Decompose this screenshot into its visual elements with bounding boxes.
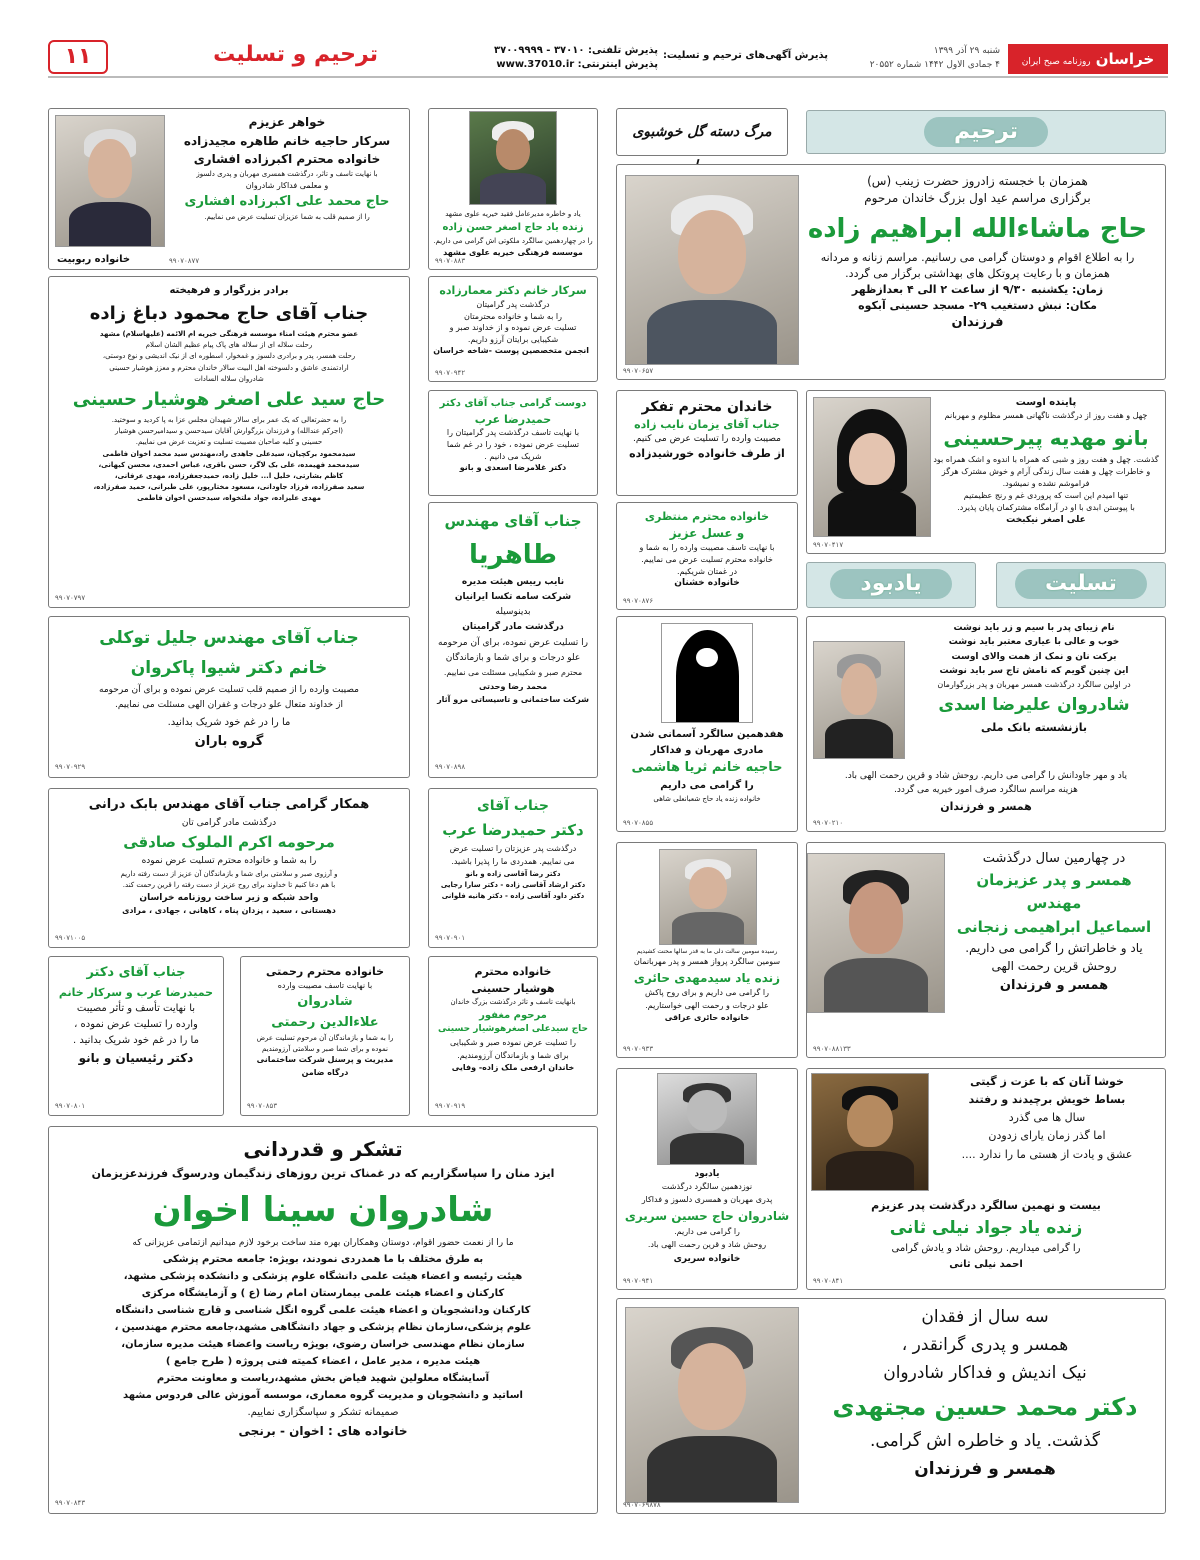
tasliat-banner: تسلیت xyxy=(996,562,1166,608)
brand-name: خراسان xyxy=(1095,50,1155,68)
deceased-name: شادروان حاج حسین سریری xyxy=(624,1208,790,1223)
portrait-photo xyxy=(807,853,945,1013)
deceased-name: حاج سید علی اصغر هوشیار حسینی xyxy=(72,388,386,410)
ad-zanjani: در چهارمین سال درگذشت همسر و پدر عزیزمان مهندس اسماعیل ابراهیمی زنجانی یاد و خاطراتش را گرامی می داریم. روحش قرین رحمت الهی همسر و فرزندان ۹۹۰۷۰۸۸۱۳۳ xyxy=(806,842,1166,1058)
phone-label: پذیرش تلفنی: ۳۷۰۱۰ - ۳۷۰۰۹۹۹۹ xyxy=(494,45,658,56)
page-header xyxy=(48,40,1168,78)
brand-sub: روزنامه صبح ایران xyxy=(1021,57,1091,67)
ads-contacts xyxy=(494,44,658,72)
deceased-name: زنده یاد سیدمهدی حائری xyxy=(633,970,781,985)
ad-nilisani: خوشا آنان که با عزت ز گیتی بساط خویش برچیدند و رفتند سال ها می گذرد اما گذر زمان یارای زدودن عشق و یادت از هستی ما را ندارد .... بیست و نهمین سالگرد درگذشت پدر عزیزم زنده یاد جواد نیلی ثانی را گرامی میداریم. روحش شاد و یادش گرامی احمد نیلی ثانی ۹۹۰۷۰۸۴۱ xyxy=(806,1068,1166,1290)
tarhim-banner: ترحیم xyxy=(806,110,1166,154)
ad-arab-khanom: جناب آقای دکتر حمیدرضا عرب و سرکار خانم با نهایت تأسف و تأثر مصیبت وارده را تسلیت عرض نموده ، ما را در غم خود شریک بدانید . دکتر رئیسیان و بانو ۹۹۰۷۰۸۰۱ xyxy=(48,956,224,1116)
ad-mojtahedi: سه سال از فقدان همسر و پدری گرانقدر ، نیک اندیش و فداکار شادروان دکتر محمد حسین مجتهدی گذشت. یاد و خاطره اش گرامی. همسر و فرزندان ۹۹۰۷۰۶۹۸۷۸ xyxy=(616,1298,1166,1514)
deceased-name: حاج محمد علی اکبرزاده افشاری xyxy=(184,194,390,210)
ad-sariri: یادبود نوزدهمین سالگرد درگذشت پدری مهربان و همسری دلسوز و فداکار شادروان حاج حسین سریری را گرامی می داریم. روحش شاد و قرین رحمت الهی باد. خانواده سریری ۹۹۰۷۰۹۴۱ xyxy=(616,1068,798,1290)
ad-taheriya: جناب آقای مهندس طاهریا نایب رییس هیئت مدیره شرکت سامه تکسا ایرانیان بدینوسیله درگذشت مادر گرامیتان را تسلیت عرض نموده، برای آن مرحومه علو درجات و برای شما و بازماندگان محترم صبر و شکیبایی مسئلت می نماییم. محمد رضا وحدتی شرکت ساختمانی و تاسیساتی مرو آثار ۹۹۰۷۰۸۹۸ xyxy=(428,502,598,778)
portrait-photo xyxy=(661,623,753,723)
deceased-name: شادروان سینا اخوان xyxy=(152,1189,494,1230)
ad-montazeri: خانواده محترم منتظری و عسل عزیز با نهایت تاسف مصیبت وارده را به شما و خانواده محترم تسلیت عرض می نماییم. در غمتان شریکیم. خانواده خشنان ۹۹۰۷۰۸۷۶ xyxy=(616,502,798,610)
portrait-photo xyxy=(625,175,799,365)
ad-sadeghi: همکار گرامی جناب آقای مهندس بابک درانی درگذشت مادر گرامی تان مرحومه اکرم الملوک صادقی را به شما و خانواده محترم تسلیت عرض نموده و آرزوی صبر و سلامتی برای شما و بازماندگان آن عزیز از دست رفته داریم با هم دعا کنیم تا خداوند برای روح عزیز از دست رفته را قرین رحمت کند. واحد شبکه و زیر ساخت روزنامه خراسان دهستانی ، سعید ، یزدان پناه ، کاهانی ، جهادی ، مرادی ۹۹۰۷۱۰۰۵ xyxy=(48,788,410,948)
section-title: ترحیم و تسلیت xyxy=(213,42,378,67)
deceased-name: زنده یاد جواد نیلی ثانی xyxy=(889,1217,1083,1238)
ad-haeri: رسیده سومین سالت دلی ما به قدر سالها محنت کشیدیم سومین سالگرد پرواز همسر و پدر مهربانمان زنده یاد سیدمهدی حائری را گرامی می داریم و برای روح پاکش علو درجات و رحمت الهی خواستاریم. خانواده حائری عراقی ۹۹۰۷۰۹۳۳ xyxy=(616,842,798,1058)
ad-hashemi: هفدهمین سالگرد آسمانی شدن مادری مهربان و فداکار حاجیه خانم ثریا هاشمی را گرامی می داریم خانواده زنده یاد حاج شعبانعلی شاهی ۹۹۰۷۰۸۵۵ xyxy=(616,616,798,832)
ad-dabbagh: برادر بزرگوار و فرهیخته جناب آقای حاج محمود دباغ زاده عضو محترم هیئت امناء موسسه فرهنگی خیریه ام الائمه (علیهاسلام) مشهد رحلت سلاله ای از سلاله های پاک پیام عظیم الشان اسلام رحلت همسر، پدر و برادری دلسوز و غمخوار، اسطوره ای از نیک اندیشی و نوع دوستی، ارادتمندی عاشق و دلسوخته اهل البیت سالار خاندان محترم و معزز هوشیار حسینی شادروان سلاله السادات حاج سید علی اصغر هوشیار حسینی را به حضرتعالی که یک عمر برای سالار شهیدان مجلس عزا به پا کردید و سوختید. (اجرکم عندالله) و فرزندان بزرگوارش آقایان سیدحسن و سیدامیرحسن هوشیار حسینی و کلیه صاحبان مصیبت تسلیت و تعزیت عرض می نماییم. سیدمحمود برکچیان، سیدعلی جاهدی راد،مهندس سید محمد اخوان فاطمی سیدمحمد فهیمده، علی بک لاگر، حسن باقری، عباس احمدی، محسن کیهانی، کاظم بشارتی، خلیل ا... خلیل زاده، حمیدجعفرزاده، مهدی عرفانی، سعید صفرزاده، فرزاد جاودانی، مسعود مختارپور، علی طبرانی، حمید صفرزاده، مهدی علیزاده، جواد ملتخواه، سیدحسن اخوان فاطمی ۹۹۰۷۰۷۹۷ xyxy=(48,276,410,608)
portrait-photo xyxy=(55,115,165,247)
ad-tavakoli: جناب آقای مهندس جلیل توکلی خانم دکتر شیوا پاکروان مصیبت وارده را از صمیم قلب تسلیت عرض نموده و برای آن مرحومه از خداوند متعال علو درجات و غفران الهی مسئلت می نماییم. ما را در غم خود شریک بدانید. گروه باران ۹۹۰۷۰۹۲۹ xyxy=(48,616,410,778)
portrait-photo xyxy=(811,1073,929,1191)
ad-memarzadeh: سرکار خانم دکتر معمارزاده درگذشت پدر گرامیتان را به شما و خانواده محترمتان تسلیت عرض نموده و از خداوند صبر و شکیبایی برایتان آرزو داریم. انجمن متخصصین پوست -شاخه خراسان ۹۹۰۷۰۹۴۲ xyxy=(428,276,598,382)
ad-alavi: یاد و خاطره مدیرعامل فقید خیریه علوی مشهد زنده یاد حاج اصغر حسن زاده را در چهاردهمین سالگرد ملکوتی اش گرامی می داریم. موسسه فرهنگی خیریه علوی مشهد ۹۹۰۷۰۸۸۳ xyxy=(428,108,598,270)
deceased-name: مرحومه اکرم الملوک صادقی xyxy=(123,833,335,852)
brand-block xyxy=(1008,44,1168,74)
ad-afshari: خواهر عزیزم سرکار حاجیه خانم طاهره مجیدزاده خانواده محترم اکبرزاده افشاری با نهایت تاسف و تاثر، درگذشت همسری مهربان و پدری دلسوز و معلمی فداکار شادروان حاج محمد علی اکبرزاده افشاری را از صمیم قلب به شما عزیزان تسلیت عرض می نماییم. خانواده ربوبیت ۹۹۰۷۰۸۷۷ xyxy=(48,108,410,270)
deceased-name: حاجیه خانم ثریا هاشمی xyxy=(631,760,783,775)
issue-date: شنبه ۲۹ آذر ۱۳۹۹ ۴ جمادی الاول ۱۴۴۲ شماره ۲۰۵۵۲ xyxy=(869,46,1000,70)
portrait-photo xyxy=(813,641,905,759)
ads-label: پذیرش آگهی‌های ترحیم و تسلیت: xyxy=(662,50,828,61)
ad-asadi: نام زیبای پدر با سیم و زر باید نوشت خوب و عالی با عیاری معتبر باید نوشت برکت نان و نمک از همت والای اوست این چنین گویم که نامش تاج سر باید نوشت در اولین سالگرد درگذشت همسر مهربان و پدر بزرگوارمان شادروان علیرضا اسدی بازنشسته بانک ملی یاد و مهر جاودانش را گرامی می داریم. روحش شاد و قرین رحمت الهی باد. هزینه مراسم سالگرد صرف امور خیریه می گردد. همسر و فرزندان ۹۹۰۷۰۲۱۰ xyxy=(806,616,1166,832)
portrait-photo xyxy=(657,1073,757,1165)
yadbood-banner: یادبود xyxy=(806,562,976,608)
ad-akhavan: تشکر و قدردانی ایزد منان را سپاسگزاریم که در غمناک ترین روزهای زندگیمان ودرسوگ فرزندعزیزمان شادروان سینا اخوان ما را از نعمت حضور اقوام، دوستان وهمکاران بهره مند ساخت برخود لازم میدانیم ازتمامی عزیزانی که به طرق مختلف با ما همدردی نمودند، بویژه: جامعه محترم پزشکی هیئت رئیسه و اعضاء هیئت علمی دانشگاه علوم پزشکی و دانشکده پزشکی مشهد، کارکنان و اعضاء هیئت علمی بیمارستان امام رضا (ع ) و آزمایشگاه مرکزی کارکنان ودانشجویان و اعضاء هیئت علمی گروه انگل شناسی و قارچ شناسی دانشگاه علوم پزشکی،سازمان نظام پزشکی و جهاد دانشگاهی مشهد،جامعه محترم مهندسین ، سازمان نظام مهندسی خراسان رضوی، بویژه ریاست واعضاء هیئت مدیره سازمان، هیئت مدیره ، مدیر عامل ، اعضاء کمیته فنی پروژه ( طرح جامع ) آسایشگاه معلولین شهید فیاض بخش مشهد،ریاست و معاونت محترم اساتید و دانشجویان و مدیریت گروه معماری، موسسه آموزش عالی فردوس مشهد صمیمانه تشکر و سپاسگزاری نماییم. خانواده های : اخوان - برنجی ۹۹۰۷۰۸۴۳ xyxy=(48,1126,598,1514)
deceased-name: شادروان علیرضا اسدی xyxy=(938,695,1130,716)
deceased-name: اسماعیل ابراهیمی زنجانی xyxy=(956,917,1152,936)
ad-hosseini-hooshyar: خانواده محترم هوشیار حسینی بانهایت تاسف و تاثر درگذشت بزرگ خاندان مرحوم مغفور حاج سیدعلی اصغرهوشیار حسینی را تسلیت عرض نموده صبر و شکیبایی برای شما و بازماندگان آرزومندیم. خاندان ارفعی ملک زاده- وفایی ۹۹۰۷۰۹۱۹ xyxy=(428,956,598,1116)
deceased-name: زنده یاد حاج اصغر حسن زاده xyxy=(442,222,584,234)
ad-pirhosseini: پاینده اوست چهل و هفت روز از درگذشت ناگهانی همسر مظلوم و مهربانم بانو مهدیه پیرحسینی گذشت. چهل و هفت روز و شبی که همراه با اندوه و اشک همراه بود و خاطرات چهل و هفت سال زندگی آرام و خوش مشترک هرگز فراموشم نشده و نمیشود. تنها امیدم این است که پروردی غم و رنج عظیمتیم با پیوستن ابدی با او در آرامگاه مشترکمان پایان پذیرد. علی اصغر نیکبخت ۹۹۰۷۰۴۱۷ xyxy=(806,390,1166,554)
portrait-photo xyxy=(659,849,757,945)
deceased-name: حاج ماشاءالله ابراهیم زاده xyxy=(807,213,1148,244)
ad-ebrahimzadeh: همزمان با خجسته زادروز حضرت زینب (س) برگزاری مراسم عید اول بزرگ خاندان مرحوم حاج ماشاءالله ابراهیم زاده را به اطلاع اقوام و دوستان گرامی می رسانیم. مراسم زنانه و مردانه همزمان و با رعایت پروتکل های بهداشتی برگزار می گردد. زمان: یکشنبه ۹/۳۰ از ساعت ۲ الی ۴ بعدازظهر مکان: نبش دستغیب ۲۹- مسجد حسینی آبکوه فرزندان ۹۹۰۷۰۶۵۷ xyxy=(616,164,1166,380)
ad-rahmati: خانواده محترم رحمتی با نهایت تاسف مصیبت وارده شادروان علاءالدین رحمتی را به شما و بازماندگان آن مرحوم تسلیت عرض نموده و برای شما صبر و سلامتی آرزومندیم مدیریت و پرسنل شرکت ساختمانی درگاه ضامن ۹۹۰۷۰۸۵۳ xyxy=(240,956,410,1116)
portrait-photo xyxy=(625,1307,799,1503)
ad-tafakor: خاندان محترم تفکر جناب آقای یزمان نایب زاده مصیبت وارده را تسلیت عرض می کنیم. از طرف خانواده خورشیدزاده xyxy=(616,390,798,496)
page-number: ۱۱ xyxy=(48,40,108,74)
ad-hamidreza-arab-2: جناب آقای دکتر حمیدرضا عرب درگذشت پدر عزیزتان را تسلیت عرض می نماییم. همدردی ما را پذیرا باشید. دکتر رضا آقاسی زاده و بانو دکتر ارشاد آقاسی زاده - دکتر سارا رجایی دکتر داود آقاسی زاده - دکتر هانیه فلوانی ۹۹۰۷۰۹۰۱ xyxy=(428,788,598,948)
portrait-photo xyxy=(813,397,931,537)
ad-hamidreza-arab: دوست گرامی جناب آقای دکتر حمیدرضا عرب با نهایت تاسف درگذشت پدر گرامیتان را تسلیت عرض نموده ، خود را در غم شما شریک می دانیم . دکتر غلامرضا اسعدی و بانو xyxy=(428,390,598,496)
motto-box: مرگ دسته گل خوشبوی xyxy=(616,108,788,156)
deceased-name: دکتر محمد حسین مجتهدی xyxy=(832,1393,1138,1422)
portrait-photo xyxy=(469,111,557,205)
web-link[interactable]: پذیرش اینترنتی: www.37010.ir xyxy=(496,59,658,70)
deceased-name: بانو مهدیه پیرحسینی xyxy=(943,426,1149,450)
